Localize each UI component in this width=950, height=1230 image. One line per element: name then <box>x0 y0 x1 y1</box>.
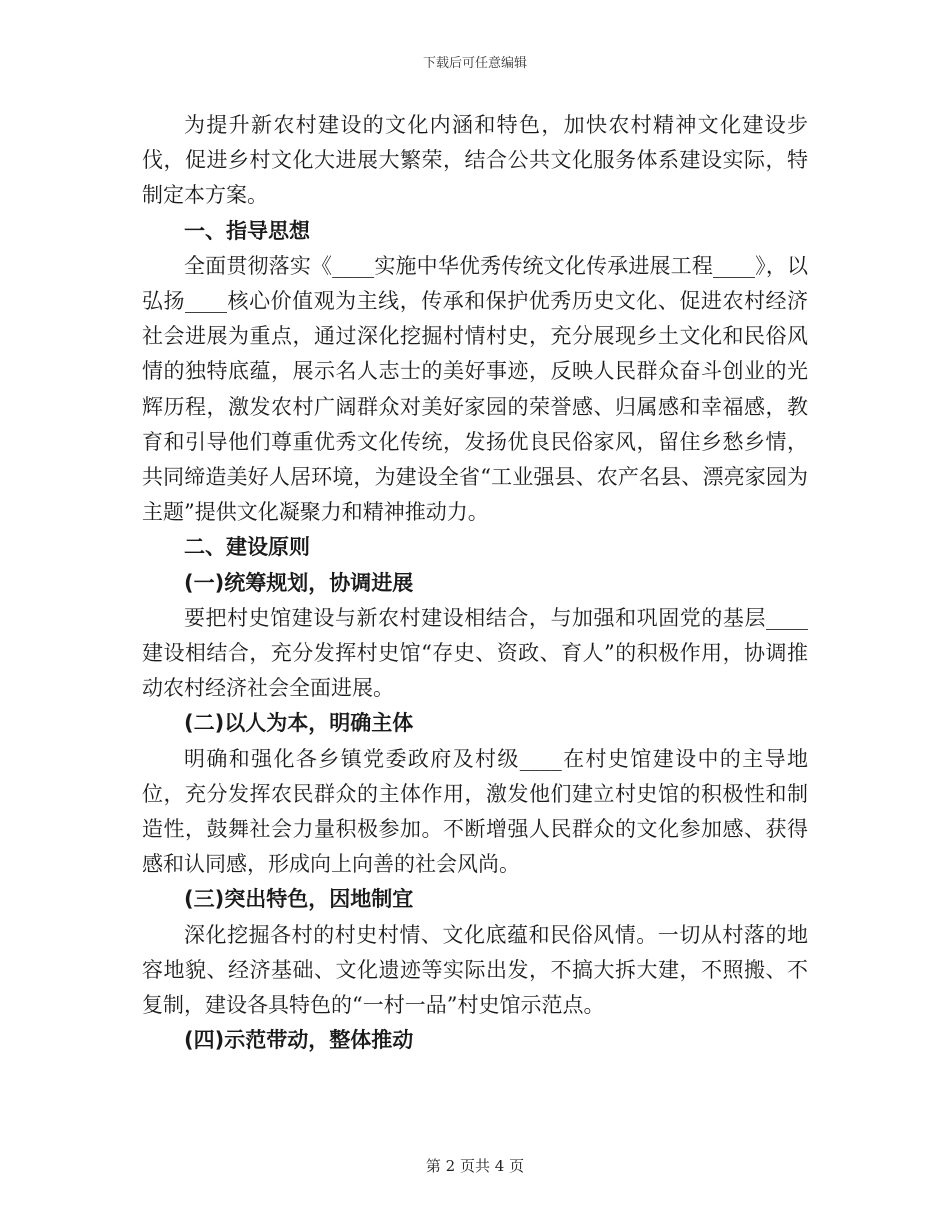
subheading-demonstration: (四)示范带动，整体推动 <box>184 1028 414 1053</box>
overall-planning-paragraph: 要把村史馆建设与新农村建设相结合，与加强和巩固党的基层____建设相结合，充分发挥村史馆“存史、资政、育人”的积极作用，协调推动农村经济社会全面进展。 <box>142 605 808 701</box>
intro-paragraph: 为提升新农村建设的文化内涵和特色，加快农村精神文化建设步伐，促进乡村文化大进展大繁荣，结合公共文化服务体系建设实际，特制定本方案。 <box>142 113 808 208</box>
local-features-paragraph: 深化挖掘各村的村史村情、文化底蕴和民俗风情。一切从村落的地容地貌、经济基础、文化遗迹等实际出发，不搞大拆大建，不照搬、不复制，建设各具特色的“一村一品”村史馆示范点。 <box>142 922 808 1018</box>
subheading-local-features: (三)突出特色，因地制宜 <box>184 887 414 912</box>
page-number: 第 2 页共 4 页 <box>425 1157 525 1175</box>
section-heading-principles: 二、建设原则 <box>184 535 310 560</box>
document-body <box>142 108 808 1058</box>
subheading-people-oriented: (二)以人为本，明确主体 <box>184 711 414 736</box>
section-heading-guiding-thought: 一、指导思想 <box>184 218 310 243</box>
people-oriented-paragraph: 明确和强化各乡镇党委政府及村级____在村史馆建设中的主导地位，充分发挥农民群众的主体作用，激发他们建立村史馆的积极性和制造性，鼓舞社会力量积极参加。不断增强人民群众的文化参加感、获得感和认同感，形成向上向善的社会风尚。 <box>142 746 808 877</box>
subheading-overall-planning: (一)统筹规划，协调进展 <box>184 570 414 595</box>
page-header: 下载后可任意编辑 <box>422 56 527 71</box>
guiding-thought-paragraph: 全面贯彻落实《____实施中华优秀传统文化传承进展工程____》，以弘扬____核心价值观为主线，传承和保护优秀历史文化、促进农村经济社会进展为重点，通过深化挖掘村情村史，充分展现乡土文化和民俗风情的独特底蕴，展示名人志士的美好事迹，反映人民群众奋斗创业的光辉历程，激发农村广阔群众对美好家园的荣誉感、归属感和幸福感，教育和引导他们尊重优秀文化传统，发扬优良民俗家风，留住乡愁乡情，共同缔造美好人居环境，为建设全省“工业强县、农产名县、漂亮家园为主题”提供文化凝聚力和精神推动力。 <box>142 253 808 525</box>
